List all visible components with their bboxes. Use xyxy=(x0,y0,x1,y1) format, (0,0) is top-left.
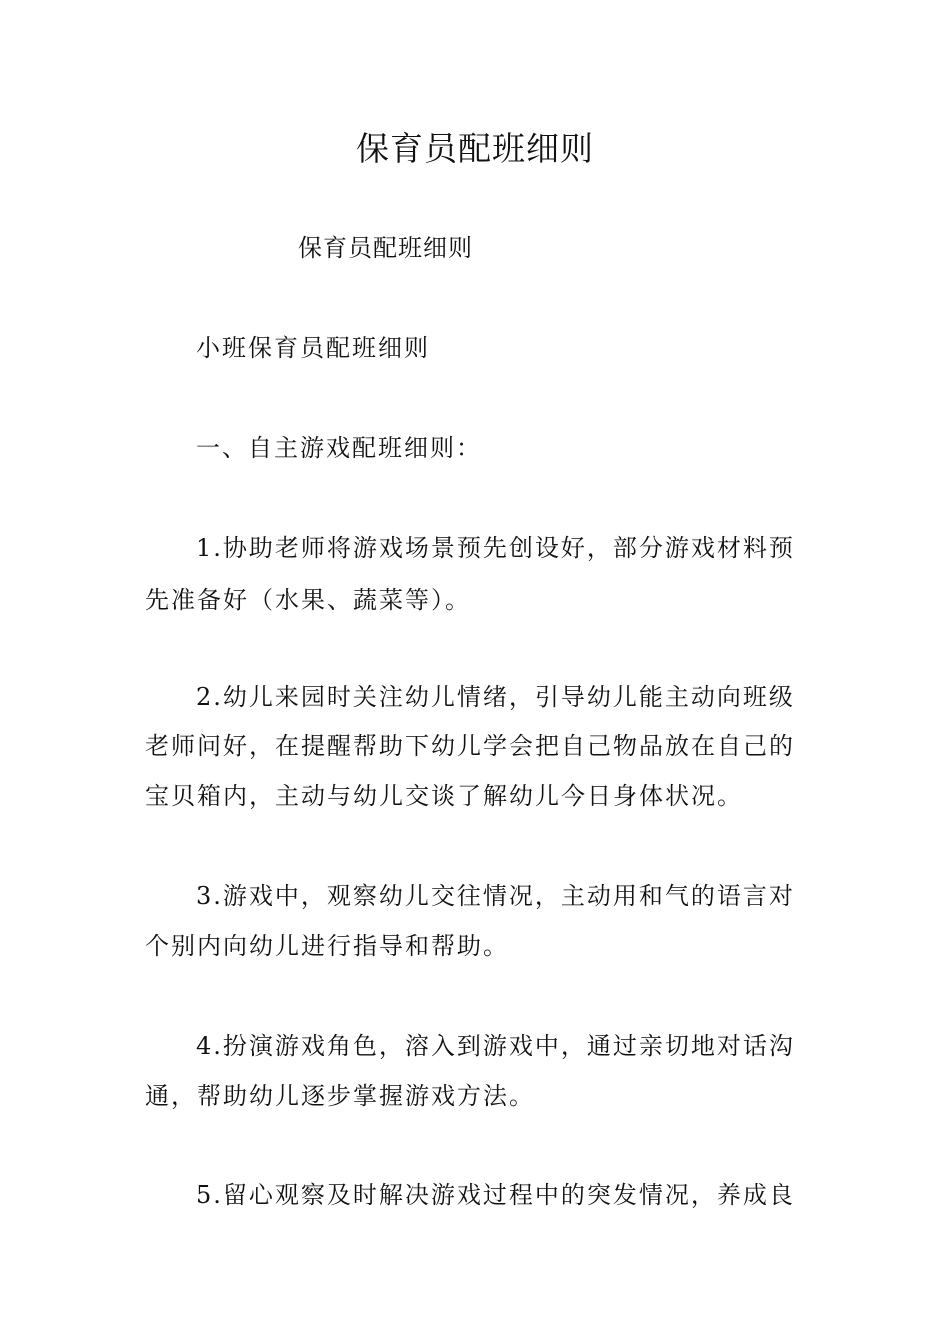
item-4-line-1: 4.扮演游戏角色，溶入到游戏中，通过亲切地对话沟 xyxy=(196,1032,795,1060)
section-heading: 小班保育员配班细则 xyxy=(196,334,430,362)
item-4-line-2: 通，帮助幼儿逐步掌握游戏方法。 xyxy=(145,1082,535,1110)
item-5-line-1: 5.留心观察及时解决游戏过程中的突发情况，养成良 xyxy=(196,1181,795,1209)
document-subtitle: 保育员配班细则 xyxy=(298,234,473,262)
item-3-line-1: 3.游戏中，观察幼儿交往情况，主动用和气的语言对 xyxy=(196,882,795,910)
part-heading: 一、自主游戏配班细则： xyxy=(196,434,482,462)
document-title: 保育员配班细则 xyxy=(356,129,594,168)
item-2-line-2: 老师问好，在提醒帮助下幼儿学会把自己物品放在自己的 xyxy=(145,732,795,760)
item-1-line-2: 先准备好（水果、蔬菜等）。 xyxy=(145,586,471,614)
item-1-line-1: 1.协助老师将游戏场景预先创设好，部分游戏材料预 xyxy=(196,534,795,562)
item-3-line-2: 个别内向幼儿进行指导和帮助。 xyxy=(145,932,509,960)
item-2-line-1: 2.幼儿来园时关注幼儿情绪，引导幼儿能主动向班级 xyxy=(196,683,795,711)
item-2-line-3: 宝贝箱内，主动与幼儿交谈了解幼儿今日身体状况。 xyxy=(145,782,743,810)
